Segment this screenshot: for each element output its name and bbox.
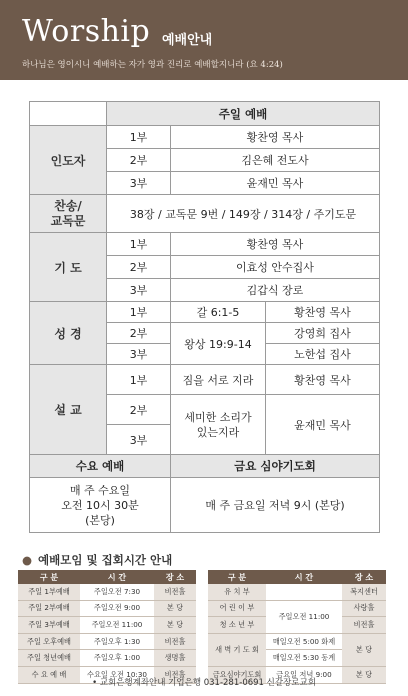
sermon-part: 2부: [107, 395, 171, 425]
table-row: [208, 584, 386, 600]
col-header: 장 소: [342, 570, 386, 584]
service-time: 주일오전 7:30: [80, 584, 154, 600]
leader-name: 황찬영 목사: [171, 126, 380, 149]
scripture-reader: 황찬영 목사: [266, 302, 380, 323]
service-time: 매일오전 5:00 화제: [266, 633, 342, 650]
service-place: 사랑홀: [342, 600, 386, 617]
service-place: 본 당: [342, 633, 386, 666]
sermon-title-line1: 세미한 소리가: [184, 410, 252, 424]
table-row: [18, 617, 196, 634]
service-place: 복지센터: [342, 584, 386, 600]
service-place: 비전홀: [342, 617, 386, 634]
leader-name: 김은혜 전도사: [171, 149, 380, 172]
service-place: 비전홀: [154, 633, 196, 650]
service-place: 생명홀: [154, 650, 196, 667]
service-name: 새 벽 기 도 회: [208, 633, 266, 666]
friday-prayer-time: 매 주 금요일 저녁 9시 (본당): [171, 478, 380, 533]
table-row: [208, 600, 386, 617]
service-name: 주일 청년예배: [18, 650, 80, 667]
table-row: [208, 633, 386, 650]
scripture-part: 2부: [107, 323, 171, 344]
scripture-passage: 갈 6:1-5: [171, 302, 266, 323]
scripture-reader: 노한섭 집사: [266, 344, 380, 365]
prayer-label: 기 도: [30, 233, 107, 302]
table-row: [18, 600, 196, 617]
service-time: 주일오후 1:30: [80, 633, 154, 650]
hymn-label-line2: 교독문: [50, 213, 86, 228]
service-name: 어 린 이 부: [208, 600, 266, 617]
service-time: [266, 584, 342, 600]
table-corner: [30, 102, 107, 126]
col-header: 장 소: [154, 570, 196, 584]
page-title: Worship: [22, 14, 151, 49]
scripture-reader: 강영희 집사: [266, 323, 380, 344]
schedule-table-right: [208, 570, 386, 684]
service-name: 금요심야기도회: [208, 666, 266, 683]
sermon-label: 설 교: [30, 365, 107, 455]
service-place: 비전홀: [154, 666, 196, 683]
prayer-part: 2부: [107, 256, 171, 279]
service-time: 주일오전 9:00: [80, 600, 154, 617]
leader-part: 2부: [107, 149, 171, 172]
leader-name: 윤재민 목사: [171, 172, 380, 195]
sermon-title-line2: 있는지라: [196, 425, 240, 439]
sermon-preacher: 황찬영 목사: [266, 365, 380, 395]
service-time: 주일오전 11:00: [80, 617, 154, 634]
scripture-part: 1부: [107, 302, 171, 323]
sunday-worship-heading: 주일 예배: [107, 102, 380, 126]
service-time: 금요일 저녁 9:00: [266, 666, 342, 683]
hymn-label-line1: 찬송/: [54, 198, 82, 213]
friday-prayer-heading: 금요 심야기도회: [171, 455, 380, 478]
table-row: [18, 650, 196, 667]
service-name: 주일 2부예배: [18, 600, 80, 617]
service-place: 본 당: [154, 600, 196, 617]
wednesday-line1: 매 주 수요일: [69, 483, 131, 497]
wednesday-worship-time: [30, 478, 171, 533]
service-place: 본 당: [154, 617, 196, 634]
table-row: [18, 633, 196, 650]
service-name: 청 소 년 부: [208, 617, 266, 634]
wednesday-line2: 오전 10시 30분: [61, 498, 139, 512]
prayer-name: 이효성 안수집사: [171, 256, 380, 279]
service-place: 비전홀: [154, 584, 196, 600]
col-header: 구 분: [208, 570, 266, 584]
scripture-part: 3부: [107, 344, 171, 365]
hymn-value: 38장 / 교독문 9번 / 149장 / 314장 / 주기도문: [107, 195, 380, 233]
sermon-preacher: 윤재민 목사: [266, 395, 380, 455]
sermon-part: 1부: [107, 365, 171, 395]
sermon-title: 짐을 서로 지라: [171, 365, 266, 395]
page-subtitle: 예배안내: [162, 33, 213, 48]
service-time: 수요일 오전 10:30: [80, 666, 154, 683]
service-name: 수 요 예 배: [18, 666, 80, 683]
header-banner: [0, 0, 408, 80]
scripture-label: 성 경: [30, 302, 107, 365]
sermon-title: [171, 395, 266, 455]
prayer-part: 3부: [107, 279, 171, 302]
leader-part: 1부: [107, 126, 171, 149]
wednesday-line3: (본당): [85, 513, 115, 527]
bank-account-footer: • 교회은행계좌안내 기업은행 031-281-0691 신갈장로교회: [92, 678, 316, 688]
sunday-worship-table: [29, 101, 380, 533]
col-header: 구 분: [18, 570, 80, 584]
table-row: [18, 584, 196, 600]
schedule-title-text: 예배모임 및 집회시간 안내: [38, 553, 173, 567]
service-name: 주일 3부예배: [18, 617, 80, 634]
col-header: 시 간: [266, 570, 342, 584]
scripture-passage: 왕상 19:9-14: [171, 323, 266, 365]
service-place: 본 당: [342, 666, 386, 683]
col-header: 시 간: [80, 570, 154, 584]
hymn-label: [30, 195, 107, 233]
service-name: 유 치 부: [208, 584, 266, 600]
schedule-table-left: [18, 570, 196, 684]
prayer-name: 김갑식 장로: [171, 279, 380, 302]
service-time: 주일오전 11:00: [266, 600, 342, 633]
service-name: 주일 1부예배: [18, 584, 80, 600]
service-name: 주일 오후예배: [18, 633, 80, 650]
service-time: 주일오후 1:00: [80, 650, 154, 667]
leader-label: 인도자: [30, 126, 107, 195]
leader-part: 3부: [107, 172, 171, 195]
bible-verse: 하나님은 영이시니 예배하는 자가 영과 진리로 예배할지니라 (요 4:24): [22, 60, 283, 70]
wednesday-worship-heading: 수요 예배: [30, 455, 171, 478]
prayer-name: 황찬영 목사: [171, 233, 380, 256]
service-time: 매일오전 5:30 동계: [266, 650, 342, 667]
prayer-part: 1부: [107, 233, 171, 256]
bullet-icon: ●: [22, 553, 33, 567]
schedule-section-title: [22, 552, 172, 568]
sermon-part: 3부: [107, 425, 171, 455]
